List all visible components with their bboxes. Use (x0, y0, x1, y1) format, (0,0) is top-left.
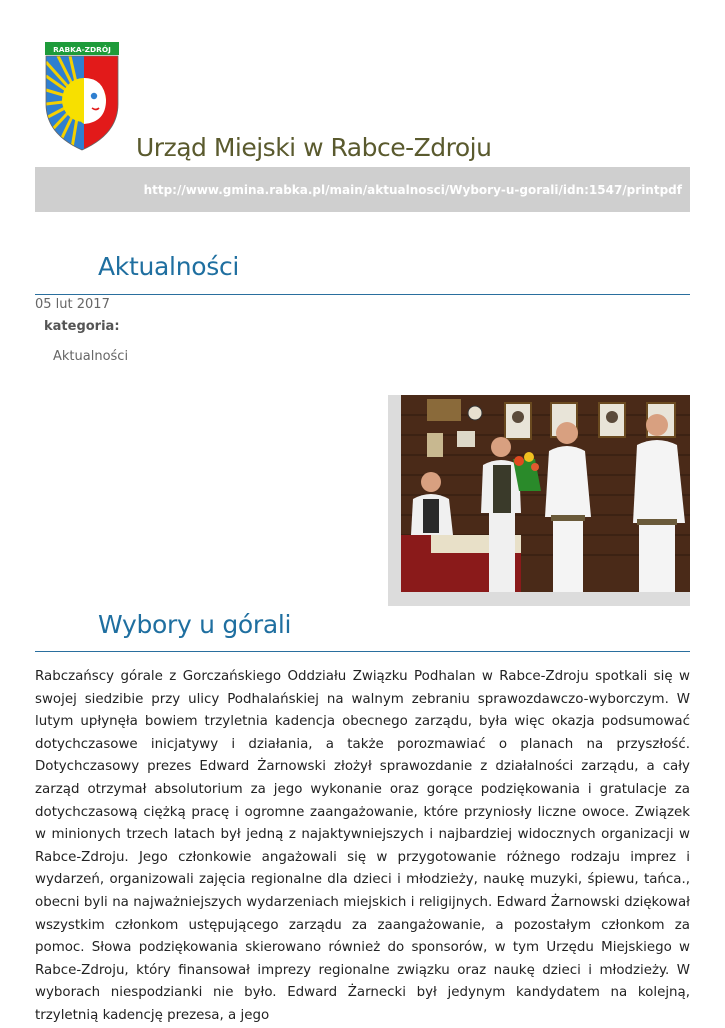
category-label: kategoria: (44, 319, 120, 334)
section-title: Aktualności (98, 252, 240, 281)
publish-date: 05 lut 2017 (35, 297, 110, 312)
article-photo (401, 395, 690, 592)
url-bar (35, 167, 690, 212)
article-title: Wybory u górali (98, 610, 292, 639)
category-value[interactable]: Aktualności (53, 349, 129, 364)
article-divider (35, 651, 690, 652)
section-divider (35, 294, 690, 295)
page-url-link[interactable]: http://www.gmina.rabka.pl/main/aktualnosci/Wybory-u-gorali/idn:1547/printpdf (143, 183, 682, 197)
article-photo-frame (388, 395, 690, 606)
rabka-zdroj-coat-of-arms-logo (44, 42, 120, 152)
article-body: Rabczańscy górale z Gorczańskiego Oddziału Związku Podhalan w Rabce-Zdroju spotkali się w swojej siedzibie przy ulicy Podhalańskiej na walnym zebraniu sprawozdawczo-wyborczym. W lutym upłynęła bowiem trzyletnia kadencja obecnego zarządu, była więc okazja podsumować dotychczasowe inicjatywy i działania, a także porozmawiać o planach na przyszłość. Dotychczasowy prezes Edward Żarnowski złożył sprawozdanie z działalności zarządu, a cały zarząd otrzymał absolutorium za jego wykonanie oraz gorące podziękowania i gratulacje za dotychczasową ciężką pracę i ogromne zaangażowanie, które przyniosły liczne owoce. Związek w minionych trzech latach był jedną z najaktywniejszych i najbardziej widocznych organizacji w Rabce-Zdroju. Jego członkowie angażowali się w przygotowanie różnego rodzaju imprez i wydarzeń, organizowali zajęcia regionalne dla dzieci i młodzieży, naukę muzyki, śpiewu, tańca., obecni byli na najważniejszych wydarzeniach miejskich i religijnych. Edward Żarnowski dziękował wszystkim członkom ustępującego zarządu za zaangażowanie, a pozostałym członkom za pomoc. Słowa podziękowania skierowano również do sponsorów, w tym Urzędu Miejskiego w Rabce-Zdroju, który finansował imprezy regionalne związku oraz naukę dzieci i młodzieży. W wyborach niespodzianki nie było. Edward Żarnecki był jedynym kandydatem na kolejną, trzyletnią kadencję prezesa, a jego (35, 669, 690, 1023)
site-title: Urząd Miejski w Rabce-Zdroju (136, 133, 492, 162)
logo-text: RABKA-ZDRÓJ (53, 45, 111, 54)
